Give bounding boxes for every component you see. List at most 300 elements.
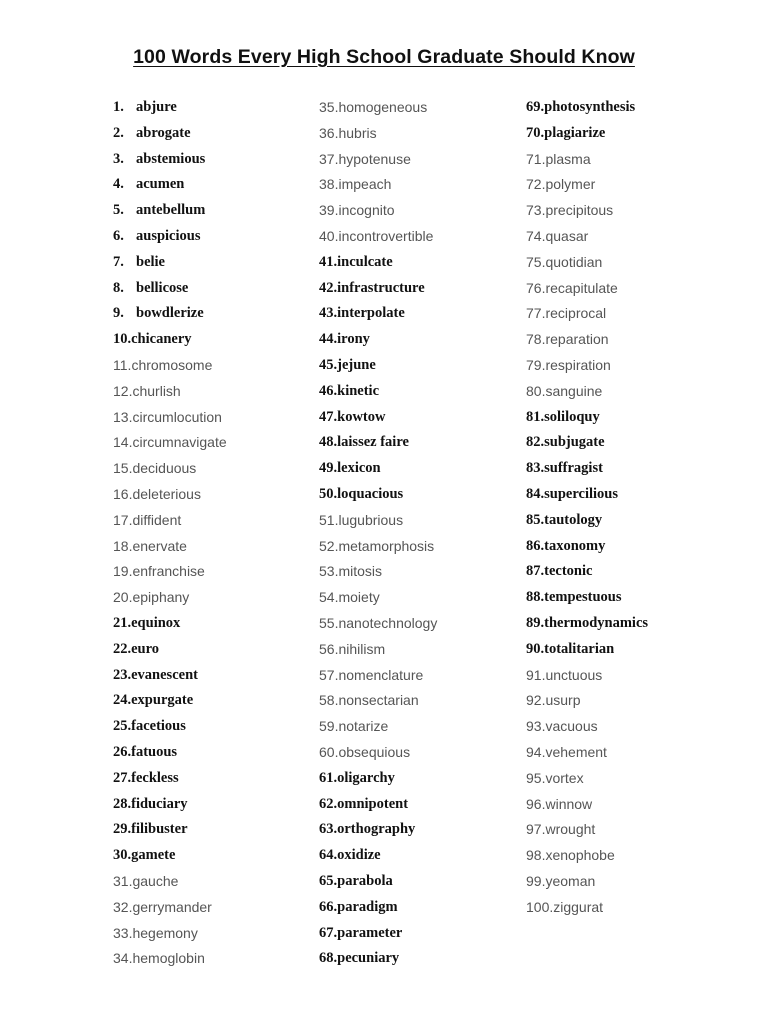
word-number: 58.: [319, 692, 339, 709]
word-number: 81.: [526, 408, 545, 425]
vocabulary-word: fatuous: [131, 743, 178, 760]
vocabulary-word: plasma: [545, 150, 591, 167]
word-number: 18.: [113, 537, 133, 554]
vocabulary-word: chicanery: [131, 331, 192, 348]
word-list-item: [319, 586, 437, 612]
vocabulary-word: orthography: [337, 821, 416, 838]
vocabulary-word: gerrymander: [132, 898, 212, 915]
vocabulary-word: abrogate: [136, 124, 191, 141]
vocabulary-word: enfranchise: [132, 563, 205, 580]
vocabulary-word: parameter: [337, 924, 403, 941]
word-number: 75.: [526, 253, 546, 270]
word-number: 95.: [526, 769, 546, 786]
word-list-item: [319, 638, 437, 664]
vocabulary-word: kinetic: [337, 382, 380, 399]
word-list-item: [526, 638, 648, 664]
word-list-item: [319, 947, 437, 973]
word-number: 37.: [319, 150, 339, 167]
vocabulary-word: winnow: [545, 795, 593, 812]
vocabulary-word: hegemony: [132, 924, 198, 941]
vocabulary-word: impeach: [338, 176, 392, 193]
vocabulary-word: inculcate: [337, 253, 393, 270]
word-number: 19.: [113, 563, 133, 580]
vocabulary-word: auspicious: [136, 227, 201, 244]
word-number: 23.: [113, 666, 132, 683]
word-number: 100.: [526, 898, 554, 915]
word-number: 96.: [526, 795, 546, 812]
vocabulary-word: precipitous: [545, 202, 614, 219]
word-list-item: [526, 251, 648, 277]
word-list-item: [113, 870, 227, 896]
vocabulary-word: gauche: [132, 872, 179, 889]
vocabulary-word: nanotechnology: [338, 614, 438, 631]
word-number: 74.: [526, 227, 546, 244]
word-list-item: [113, 638, 227, 664]
word-list-item: [319, 896, 437, 922]
word-list-item: [526, 586, 648, 612]
word-number: 50.: [319, 485, 338, 502]
vocabulary-word: quasar: [545, 227, 589, 244]
vocabulary-word: deleterious: [132, 485, 201, 502]
word-list-item: [113, 302, 227, 328]
word-number: 65.: [319, 872, 338, 889]
vocabulary-word: thermodynamics: [544, 614, 649, 631]
word-list-item: [113, 328, 227, 354]
word-number: 94.: [526, 743, 546, 760]
vocabulary-word: incognito: [338, 202, 395, 219]
word-number: 46.: [319, 382, 338, 399]
vocabulary-word: unctuous: [545, 666, 603, 683]
vocabulary-word: totalitarian: [544, 640, 615, 657]
word-number: 29.: [113, 821, 132, 838]
word-list-item: [526, 870, 648, 896]
vocabulary-word: loquacious: [337, 485, 404, 502]
word-list-item: [526, 431, 648, 457]
word-list-item: [526, 380, 648, 406]
word-list-item: [526, 741, 648, 767]
word-number: 52.: [319, 537, 339, 554]
word-number: 91.: [526, 666, 546, 683]
word-list-item: [319, 715, 437, 741]
vocabulary-word: abstemious: [136, 150, 206, 167]
word-number: 66.: [319, 898, 338, 915]
vocabulary-word: tempestuous: [544, 589, 622, 606]
word-number: 43.: [319, 305, 338, 322]
vocabulary-word: supercilious: [544, 485, 618, 502]
word-list-item: [526, 122, 648, 148]
vocabulary-word: belie: [136, 253, 165, 270]
vocabulary-word: wrought: [545, 821, 596, 838]
vocabulary-word: deciduous: [132, 460, 197, 477]
word-list-item: [526, 612, 648, 638]
word-number: 83.: [526, 460, 545, 477]
word-number: 9.: [113, 305, 124, 322]
word-number: 49.: [319, 460, 338, 477]
word-list-item: [319, 122, 437, 148]
word-list-item: [526, 715, 648, 741]
word-list-item: [319, 767, 437, 793]
word-list-item: [319, 793, 437, 819]
word-list-item: [113, 509, 227, 535]
word-number: 35.: [319, 99, 339, 115]
word-list-item: [319, 199, 437, 225]
word-column-3: [526, 96, 648, 922]
vocabulary-word: nomenclature: [338, 666, 424, 683]
word-column-2: [319, 96, 437, 973]
word-number: 14.: [113, 434, 133, 451]
word-number: 97.: [526, 821, 546, 838]
vocabulary-word: hemoglobin: [132, 950, 205, 967]
word-number: 13.: [113, 408, 133, 425]
vocabulary-word: evanescent: [131, 666, 198, 683]
word-number: 20.: [113, 589, 133, 606]
word-number: 7.: [113, 253, 124, 270]
word-list-item: [319, 509, 437, 535]
vocabulary-word: hubris: [338, 124, 377, 141]
word-number: 87.: [526, 563, 545, 580]
vocabulary-word: bellicose: [136, 279, 189, 296]
word-list-item: [526, 896, 648, 922]
word-list-item: [319, 431, 437, 457]
word-number: 68.: [319, 950, 338, 967]
word-number: 28.: [113, 795, 132, 812]
word-number: 39.: [319, 202, 339, 219]
word-number: 67.: [319, 924, 338, 941]
vocabulary-word: feckless: [131, 769, 179, 786]
vocabulary-word: gamete: [131, 847, 176, 864]
vocabulary-word: oligarchy: [337, 769, 395, 786]
word-list-item: [319, 148, 437, 174]
word-number: 21.: [113, 614, 132, 631]
vocabulary-word: reciprocal: [545, 305, 607, 322]
word-list-item: [319, 535, 437, 561]
word-list-item: [526, 225, 648, 251]
word-list-item: [319, 354, 437, 380]
word-list-item: [113, 122, 227, 148]
word-list-item: [526, 767, 648, 793]
word-list-item: [113, 586, 227, 612]
word-number: 55.: [319, 614, 339, 631]
word-list-item: [113, 277, 227, 303]
word-list-item: [526, 509, 648, 535]
word-number: 53.: [319, 563, 339, 580]
word-list-item: [319, 483, 437, 509]
word-number: 27.: [113, 769, 132, 786]
word-list-item: [526, 328, 648, 354]
vocabulary-word: soliloquy: [544, 408, 600, 425]
vocabulary-word: filibuster: [131, 821, 188, 838]
word-number: 32.: [113, 898, 133, 915]
word-number: 41.: [319, 253, 338, 270]
word-list-item: [526, 818, 648, 844]
vocabulary-word: vacuous: [545, 718, 598, 735]
word-list-item: [526, 457, 648, 483]
word-list-item: [319, 664, 437, 690]
word-list-item: [526, 148, 648, 174]
word-number: 26.: [113, 743, 132, 760]
word-list-item: [113, 431, 227, 457]
word-number: 2.: [113, 124, 124, 141]
word-number: 85.: [526, 511, 545, 528]
word-list-item: [526, 560, 648, 586]
vocabulary-word: subjugate: [544, 434, 605, 451]
word-number: 80.: [526, 382, 546, 399]
vocabulary-word: xenophobe: [545, 847, 615, 864]
word-number: 38.: [319, 176, 339, 193]
word-list-item: [113, 560, 227, 586]
word-number: 4.: [113, 176, 124, 193]
word-list-item: [526, 173, 648, 199]
word-number: 62.: [319, 795, 338, 812]
vocabulary-word: facetious: [131, 718, 186, 735]
word-list-item: [113, 535, 227, 561]
word-list-item: [113, 922, 227, 948]
word-number: 93.: [526, 718, 546, 735]
word-number: 54.: [319, 589, 339, 606]
word-list-item: [319, 225, 437, 251]
word-list-item: [113, 844, 227, 870]
word-number: 1.: [113, 99, 124, 115]
word-number: 64.: [319, 847, 338, 864]
word-list-item: [113, 767, 227, 793]
word-list-item: [526, 793, 648, 819]
word-list-item: [113, 612, 227, 638]
vocabulary-word: respiration: [545, 356, 611, 373]
word-number: 99.: [526, 872, 546, 889]
vocabulary-word: yeoman: [545, 872, 596, 889]
word-number: 10.: [113, 331, 132, 348]
vocabulary-word: churlish: [132, 382, 181, 399]
vocabulary-word: irony: [337, 331, 370, 348]
vocabulary-word: quotidian: [545, 253, 603, 270]
word-number: 88.: [526, 589, 545, 606]
word-number: 78.: [526, 331, 546, 348]
word-list-item: [113, 199, 227, 225]
word-list-item: [113, 406, 227, 432]
word-list-item: [319, 328, 437, 354]
word-number: 6.: [113, 227, 124, 244]
word-list-item: [319, 560, 437, 586]
word-list-item: [319, 406, 437, 432]
vocabulary-word: infrastructure: [337, 279, 425, 296]
vocabulary-word: ziggurat: [553, 898, 604, 915]
word-number: 25.: [113, 718, 132, 735]
word-list-item: [113, 896, 227, 922]
vocabulary-word: expurgate: [131, 692, 194, 709]
vocabulary-word: recapitulate: [545, 279, 618, 296]
vocabulary-word: lugubrious: [338, 511, 404, 528]
vocabulary-word: enervate: [132, 537, 187, 554]
word-number: 61.: [319, 769, 338, 786]
word-list-item: [113, 483, 227, 509]
word-list-item: [319, 844, 437, 870]
word-list-item: [113, 818, 227, 844]
vocabulary-word: reparation: [545, 331, 609, 348]
word-list-item: [113, 689, 227, 715]
word-list-item: [319, 96, 437, 122]
word-list-item: [113, 380, 227, 406]
vocabulary-word: circumlocution: [132, 408, 222, 425]
word-number: 89.: [526, 614, 545, 631]
vocabulary-word: fiduciary: [131, 795, 188, 812]
vocabulary-word: euro: [131, 640, 160, 657]
word-list-item: [113, 457, 227, 483]
vocabulary-word: parabola: [337, 872, 393, 889]
word-number: 47.: [319, 408, 338, 425]
vocabulary-word: hypotenuse: [338, 150, 411, 167]
vocabulary-word: obsequious: [338, 743, 411, 760]
vocabulary-word: tautology: [544, 511, 603, 528]
word-column-1: [113, 96, 227, 973]
vocabulary-word: nonsectarian: [338, 692, 419, 709]
word-list-item: [526, 277, 648, 303]
word-number: 73.: [526, 202, 546, 219]
word-number: 12.: [113, 382, 133, 399]
word-number: 82.: [526, 434, 545, 451]
word-list-item: [319, 173, 437, 199]
word-number: 33.: [113, 924, 133, 941]
word-list-item: [113, 251, 227, 277]
word-number: 98.: [526, 847, 546, 864]
vocabulary-word: kowtow: [337, 408, 386, 425]
word-number: 3.: [113, 150, 124, 167]
vocabulary-word: suffragist: [544, 460, 603, 477]
word-number: 22.: [113, 640, 132, 657]
word-number: 40.: [319, 227, 339, 244]
vocabulary-word: antebellum: [136, 202, 206, 219]
word-number: 16.: [113, 485, 133, 502]
word-list-item: [319, 277, 437, 303]
word-number: 60.: [319, 743, 339, 760]
vocabulary-word: acumen: [136, 176, 185, 193]
word-number: 59.: [319, 718, 339, 735]
word-number: 31.: [113, 872, 133, 889]
word-number: 36.: [319, 124, 339, 141]
word-list-item: [526, 689, 648, 715]
word-number: 45.: [319, 356, 338, 373]
vocabulary-word: laissez faire: [337, 434, 409, 451]
vocabulary-word: interpolate: [337, 305, 405, 322]
word-number: 70.: [526, 124, 545, 141]
word-number: 76.: [526, 279, 546, 296]
word-number: 57.: [319, 666, 339, 683]
word-number: 69.: [526, 99, 545, 115]
word-number: 8.: [113, 279, 124, 296]
word-list-item: [319, 612, 437, 638]
vocabulary-word: nihilism: [338, 640, 386, 657]
word-number: 48.: [319, 434, 338, 451]
word-number: 90.: [526, 640, 545, 657]
word-number: 24.: [113, 692, 132, 709]
word-list-item: [319, 302, 437, 328]
vocabulary-word: pecuniary: [337, 950, 400, 967]
word-number: 17.: [113, 511, 133, 528]
vocabulary-word: lexicon: [337, 460, 381, 477]
word-list-item: [113, 793, 227, 819]
word-list-item: [526, 302, 648, 328]
word-number: 34.: [113, 950, 133, 967]
vocabulary-word: equinox: [131, 614, 181, 631]
word-list-item: [113, 225, 227, 251]
word-list-item: [319, 870, 437, 896]
word-number: 30.: [113, 847, 132, 864]
vocabulary-word: taxonomy: [544, 537, 606, 554]
word-number: 77.: [526, 305, 546, 322]
word-number: 5.: [113, 202, 124, 219]
vocabulary-word: usurp: [545, 692, 581, 709]
word-list-item: [526, 199, 648, 225]
vocabulary-word: jejune: [337, 356, 376, 373]
word-list-item: [526, 406, 648, 432]
vocabulary-word: incontrovertible: [338, 227, 434, 244]
vocabulary-word: photosynthesis: [544, 99, 636, 115]
word-number: 72.: [526, 176, 546, 193]
vocabulary-word: moiety: [338, 589, 380, 606]
word-list-item: [319, 251, 437, 277]
word-number: 44.: [319, 331, 338, 348]
word-number: 71.: [526, 150, 546, 167]
vocabulary-word: epiphany: [132, 589, 190, 606]
word-number: 15.: [113, 460, 133, 477]
word-list-item: [113, 664, 227, 690]
word-list-item: [113, 947, 227, 973]
vocabulary-word: homogeneous: [338, 99, 428, 115]
word-list-item: [113, 354, 227, 380]
word-number: 56.: [319, 640, 339, 657]
word-list-item: [113, 148, 227, 174]
word-list-item: [319, 741, 437, 767]
word-number: 79.: [526, 356, 546, 373]
vocabulary-word: polymer: [545, 176, 596, 193]
vocabulary-word: chromosome: [131, 356, 213, 373]
word-list-item: [526, 96, 648, 122]
vocabulary-word: vortex: [545, 769, 584, 786]
word-number: 84.: [526, 485, 545, 502]
word-list-item: [319, 689, 437, 715]
word-list-item: [319, 922, 437, 948]
vocabulary-word: tectonic: [544, 563, 593, 580]
word-list-item: [526, 483, 648, 509]
vocabulary-word: paradigm: [337, 898, 398, 915]
word-list-item: [319, 818, 437, 844]
word-list-item: [526, 535, 648, 561]
vocabulary-word: oxidize: [337, 847, 381, 864]
vocabulary-word: metamorphosis: [338, 537, 435, 554]
word-number: 42.: [319, 279, 338, 296]
word-list-item: [113, 741, 227, 767]
vocabulary-word: bowdlerize: [136, 305, 204, 322]
vocabulary-word: diffident: [132, 511, 182, 528]
vocabulary-word: abjure: [136, 99, 177, 115]
word-number: 11.: [113, 356, 132, 373]
word-list-item: [113, 96, 227, 122]
vocabulary-word: plagiarize: [544, 124, 606, 141]
word-number: 86.: [526, 537, 545, 554]
word-list-item: [113, 173, 227, 199]
vocabulary-word: notarize: [338, 718, 389, 735]
word-list-item: [319, 380, 437, 406]
vocabulary-word: mitosis: [338, 563, 383, 580]
vocabulary-word: omnipotent: [337, 795, 409, 812]
word-list-item: [526, 844, 648, 870]
word-list-item: [319, 457, 437, 483]
word-number: 51.: [319, 511, 339, 528]
word-number: 92.: [526, 692, 546, 709]
vocabulary-word: circumnavigate: [132, 434, 227, 451]
word-number: 63.: [319, 821, 338, 838]
vocabulary-word: sanguine: [545, 382, 603, 399]
word-list-item: [526, 354, 648, 380]
